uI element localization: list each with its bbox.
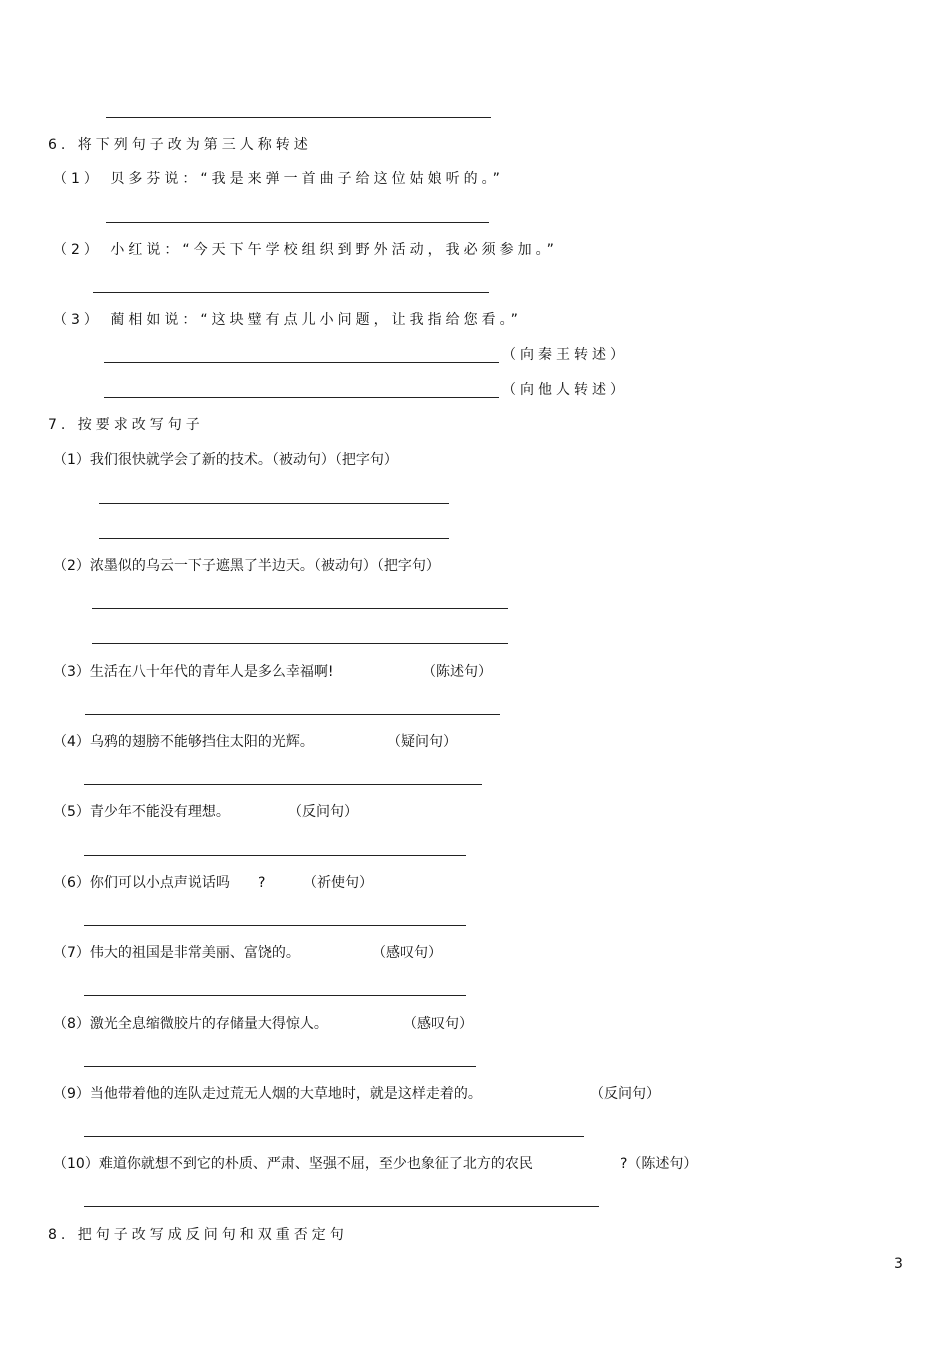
section-7-item-8: （8）激光全息缩微胶片的存储量大得惊人。: [53, 1016, 328, 1032]
section-6-note-b: （向他人转述）: [502, 382, 628, 398]
answer-line: [84, 1066, 476, 1067]
section-7-item-1: （1）我们很快就学会了新的技术。（被动句）（把字句）: [53, 452, 398, 468]
section-6-heading: 6. 将下列句子改为第三人称转述: [48, 137, 312, 153]
section-7-item-10-requirement: ?（陈述句）: [620, 1156, 698, 1172]
page-number: 3: [894, 1256, 903, 1272]
answer-line: [92, 643, 508, 644]
section-7-item-9: （9）当他带着他的连队走过荒无人烟的大草地时，就是这样走着的。: [53, 1086, 482, 1102]
answer-line: [92, 608, 508, 609]
section-7-item-4: （4）乌鸦的翅膀不能够挡住太阳的光辉。: [53, 734, 314, 750]
section-7-item-10: （10）难道你就想不到它的朴质、严肃、坚强不屈，至少也象征了北方的农民: [53, 1156, 533, 1172]
answer-line: [84, 1206, 599, 1207]
answer-line: [84, 784, 482, 785]
answer-line: [106, 117, 491, 118]
section-7-item-7-requirement: （感叹句）: [372, 945, 442, 961]
answer-line: [84, 1136, 584, 1137]
answer-line: [99, 503, 449, 504]
answer-line: [85, 714, 500, 715]
section-6-note-a: （向秦王转述）: [502, 347, 628, 363]
section-7-item-2: （2）浓墨似的乌云一下子遮黑了半边天。（被动句）（把字句）: [53, 558, 440, 574]
section-7-heading: 7. 按要求改写句子: [48, 417, 204, 433]
section-7-item-3-requirement: （陈述句）: [422, 664, 492, 680]
answer-line: [104, 397, 499, 398]
section-7-item-7: （7）伟大的祖国是非常美丽、富饶的。: [53, 945, 300, 961]
section-6-item-1: （1） 贝多芬说：“我是来弹一首曲子给这位姑娘听的。”: [53, 171, 504, 187]
answer-line: [84, 995, 466, 996]
section-7-item-5: （5）青少年不能没有理想。: [53, 804, 230, 820]
answer-line: [104, 362, 499, 363]
section-7-item-5-requirement: （反问句）: [288, 804, 358, 820]
section-6-item-3: （3） 蔺相如说：“这块璧有点儿小问题，让我指给您看。”: [53, 312, 522, 328]
section-7-item-4-requirement: （疑问句）: [387, 734, 457, 750]
section-7-item-6-requirement: （祈使句）: [303, 875, 373, 891]
answer-line: [106, 222, 489, 223]
answer-line: [93, 292, 489, 293]
answer-line: [84, 925, 466, 926]
section-7-item-8-requirement: （感叹句）: [403, 1016, 473, 1032]
section-7-item-6-question-mark: ?: [258, 875, 266, 891]
section-7-item-3: （3）生活在八十年代的青年人是多么幸福啊!: [53, 664, 334, 680]
answer-line: [99, 538, 449, 539]
answer-line: [84, 855, 466, 856]
section-6-item-2: （2） 小红说：“今天下午学校组织到野外活动，我必须参加。”: [53, 242, 558, 258]
section-7-item-9-requirement: （反问句）: [590, 1086, 660, 1102]
section-7-item-6: （6）你们可以小点声说话吗: [53, 875, 230, 891]
section-8-heading: 8. 把句子改写成反问句和双重否定句: [48, 1227, 348, 1243]
